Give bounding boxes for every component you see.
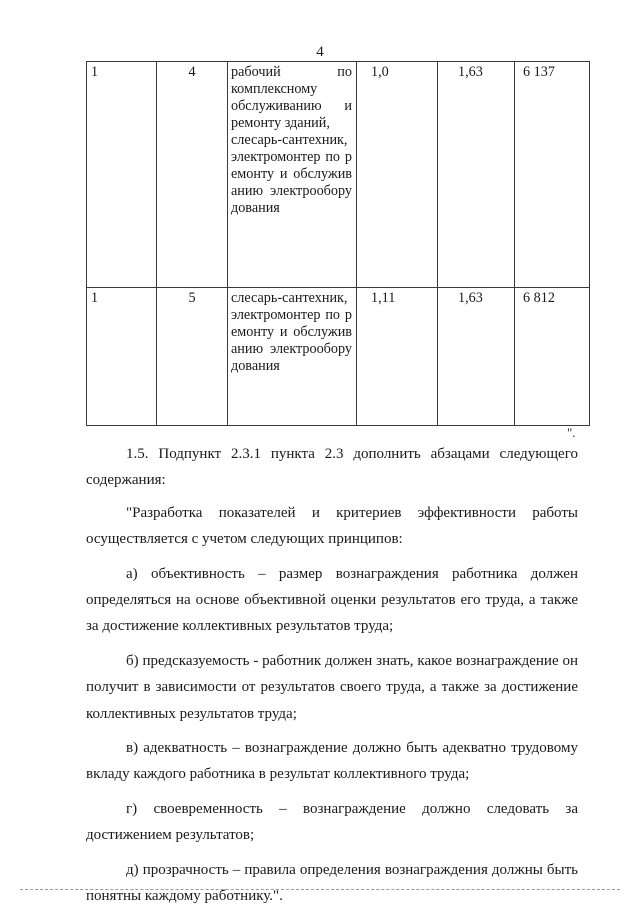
scan-edge-rule [20, 889, 620, 890]
qualification-level-cell: 4 [157, 62, 228, 288]
table-row [87, 62, 590, 288]
salary-cell: 6 812 [515, 288, 590, 426]
closing-quote-mark: ". [567, 425, 576, 440]
multiplier-cell: 1,63 [438, 288, 515, 426]
paragraph: "Разработка показателей и критериев эффективности работы осуществляется с учетом следующих принципов: [86, 504, 578, 548]
paragraph: г) своевременность – вознаграждение должно следовать за достижением результатов; [86, 800, 578, 844]
positions-cell [228, 62, 357, 288]
paragraph: б) предсказуемость - работник должен знать, какое вознаграждение он получит в зависимости от результатов своего труда, а также за достижение коллективных результатов труда; [86, 652, 578, 722]
position-text: электромонтер по ремонту и обслуживанию электрооборудования [231, 307, 352, 374]
position-text: рабочий по комплексному обслуживанию и ремонту зданий, [231, 64, 352, 131]
paragraph: в) адекватность – вознаграждение должно быть адекватно трудовому вкладу каждого работника в результат коллективного труда; [86, 740, 578, 783]
qualification-level-cell: 5 [157, 288, 228, 426]
coefficient-cell: 1,11 [357, 288, 438, 426]
position-text: слесарь-сантехник, [231, 290, 348, 306]
amendment-text [86, 441, 578, 910]
paragraph: д) прозрачность – правила определения вознаграждения должны быть понятны каждому работнику.". [86, 861, 578, 905]
position-text: слесарь-сантехник, [231, 132, 348, 148]
position-text: электромонтер по ремонту и обслуживанию электрооборудования [231, 149, 352, 216]
table-row [87, 288, 590, 426]
page-number: 4 [316, 44, 324, 60]
positions-cell [228, 288, 357, 426]
salary-table [86, 61, 590, 426]
coefficient-cell: 1,0 [357, 62, 438, 288]
row-number-cell: 1 [87, 288, 157, 426]
paragraph: 1.5. Подпункт 2.3.1 пункта 2.3 дополнить абзацами следующего содержания: [86, 446, 578, 489]
paragraph: а) объективность – размер вознаграждения работника должен определяться на основе объективной оценки результатов его труда, а также за достижение коллективных результатов труда; [86, 565, 578, 635]
row-number-cell: 1 [87, 62, 157, 288]
salary-cell: 6 137 [515, 62, 590, 288]
multiplier-cell: 1,63 [438, 62, 515, 288]
